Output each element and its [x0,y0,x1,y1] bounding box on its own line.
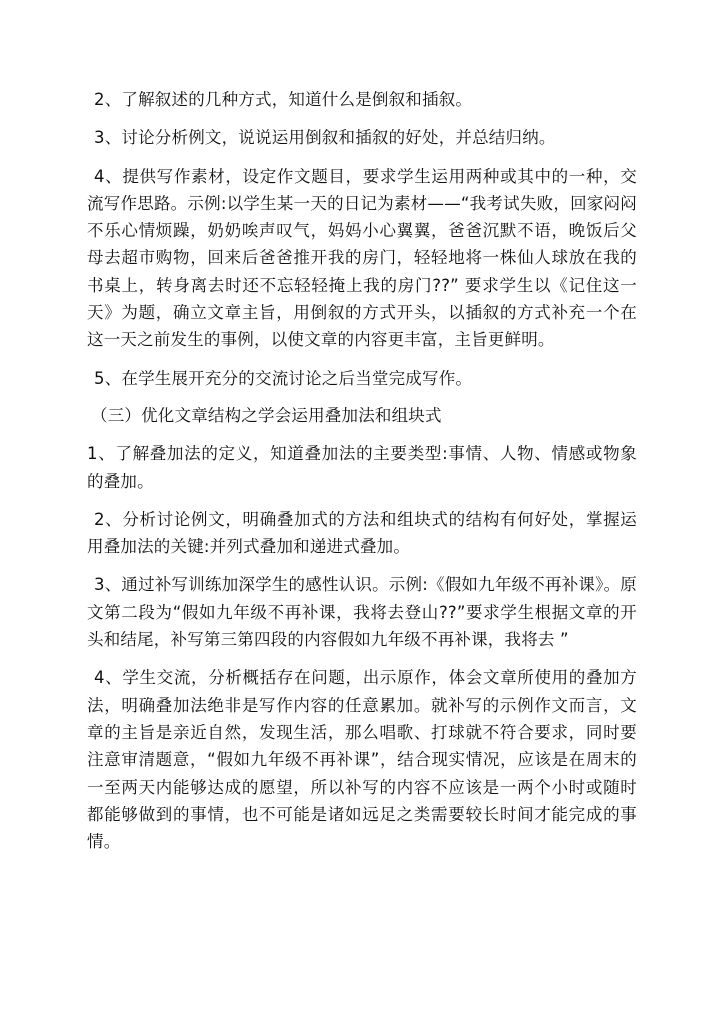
section-heading: （三）优化文章结构之学会运用叠加法和组块式 [91,405,442,425]
paragraph-item-3: 3、讨论分析例文，说说运用倒叙和插叙的好处，并总结归纳。 [94,128,556,148]
paragraph-item-4: 4、提供写作素材，设定作文题目，要求学生运用两种或其中的一种，交流写作思路。示例:以学生某一天的日记为素材——“我考试失败，回家闷闷不乐心情烦躁，奶奶唉声叹气，妈妈小心翼翼，爸爸沉默不语，晚饭后父母去超市购物，回来后爸爸推开我的房门，轻轻地将一株仙人球放在我的书桌上，转身离去时还不忘轻轻掩上我的房门??” 要求学生以《记住这一天》为题，确立文章主旨，用倒叙的方式开头，以插叙的方式补充一个在这一天之前发生的事例，以使文章的内容更丰富，主旨更鲜明。 [87,166,637,350]
document-body [87,86,637,855]
paragraph-item-1: 1、了解叠加法的定义，知道叠加法的主要类型:事情、人物、情感或物象的叠加。 [87,444,637,491]
paragraph-item-3b: 3、通过补写训练加深学生的感性认识。示例:《假如九年级不再补课》。原文第二段为“假如九年级不再补课，我将去登山??”要求学生根据文章的开头和结尾，补写第三第四段的内容假如九年级不再补课，我将去 ” [87,575,637,650]
paragraph-item-5: 5、在学生展开充分的交流讨论之后当堂完成写作。 [94,368,473,388]
paragraph-item-4b: 4、学生交流，分析概括存在问题，出示原作，体会文章所使用的叠加方法，明确叠加法绝非是写作内容的任意累加。就补写的示例作文而言，文章的主旨是亲近自然，发现生活，那么唱歌、打球就不符合要求，同时要注意审清题意，“假如九年级不再补课”，结合现实情况，应该是在周末的一至两天内能够达成的愿望，所以补写的内容不应该是一两个小时或随时都能够做到的事情，也不可能是诸如远足之类需要较长时间才能完成的事情。 [87,668,637,852]
paragraph-item-2: 2、了解叙述的几种方式，知道什么是倒叙和插叙。 [94,90,473,109]
paragraph-item-2b: 2、分析讨论例文，明确叠加式的方法和组块式的结构有何好处，掌握运用叠加法的关键:并列式叠加和递进式叠加。 [87,509,637,557]
